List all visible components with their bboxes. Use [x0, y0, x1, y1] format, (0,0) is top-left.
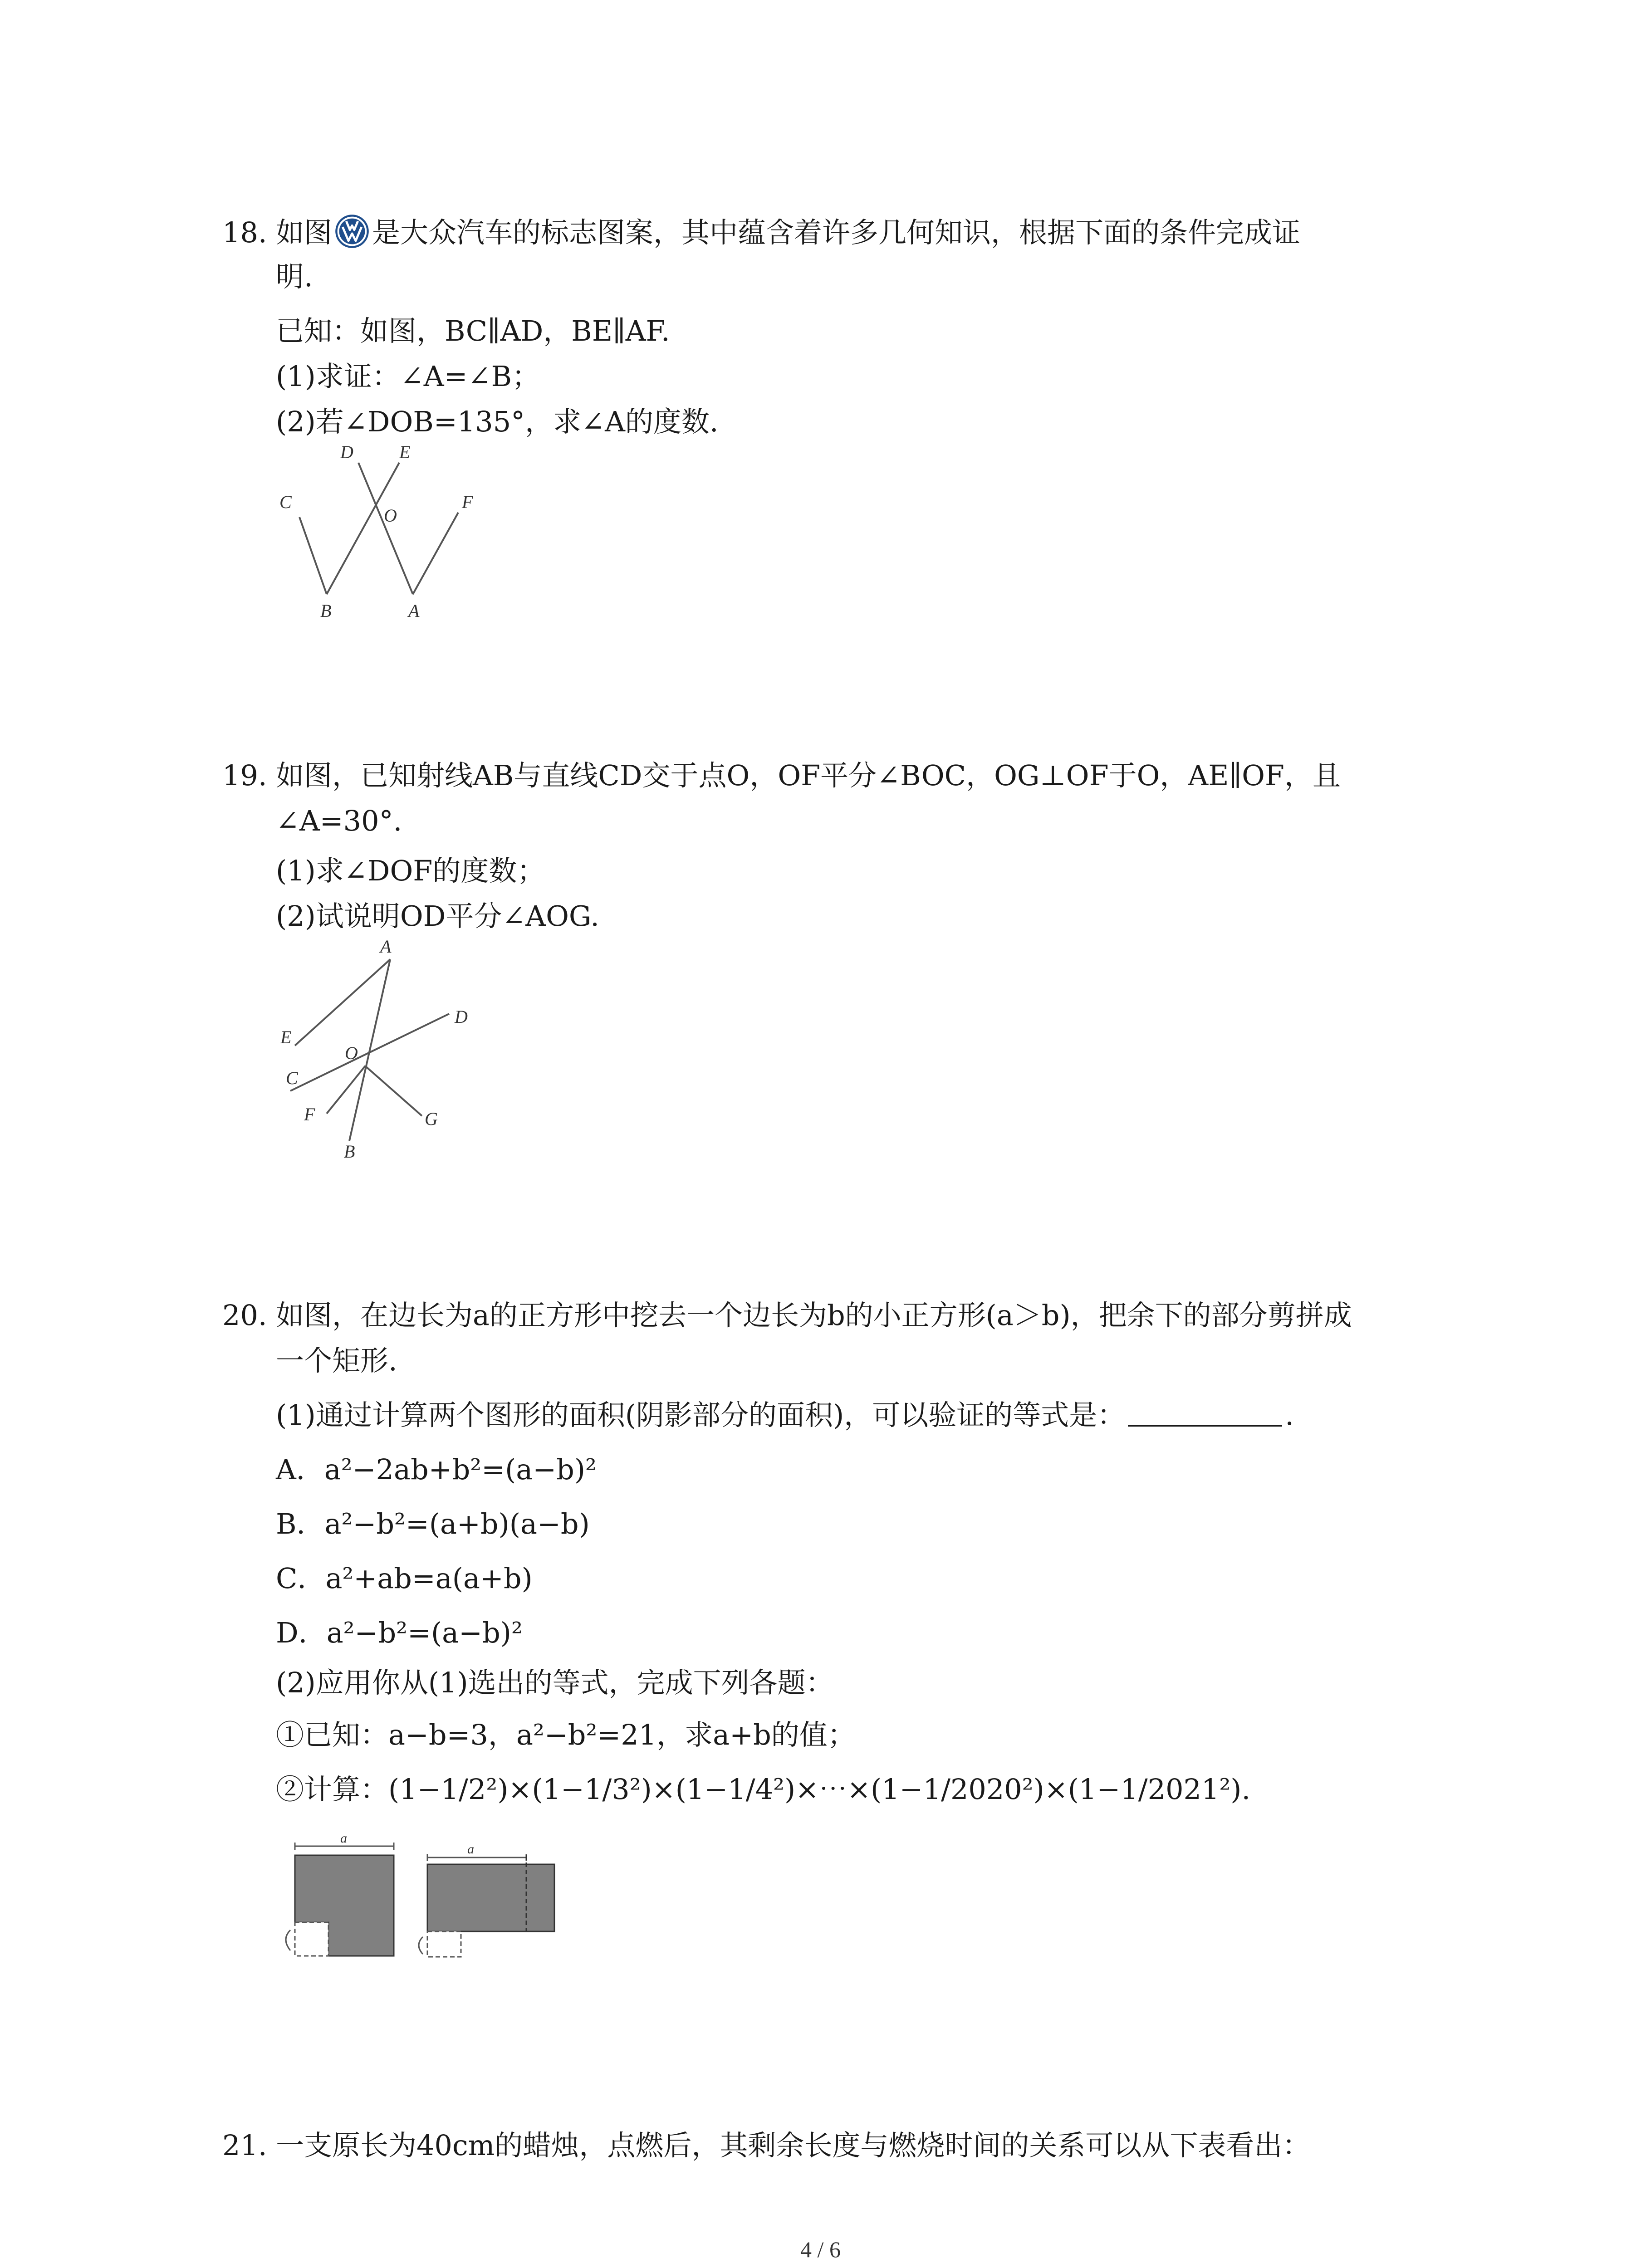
q18-number: 18.	[222, 216, 267, 249]
segment-da	[358, 463, 413, 594]
segment-ae	[295, 959, 390, 1046]
label-b: B	[320, 601, 332, 621]
answer-blank[interactable]	[1128, 1399, 1282, 1427]
label-d: D	[455, 1007, 468, 1027]
label-d: D	[340, 442, 353, 462]
q19-line1	[222, 758, 1341, 794]
q20-sub2	[276, 1771, 1250, 1808]
q19-part2: (2)试说明OD平分∠AOG.	[276, 899, 599, 933]
q18-figure	[263, 435, 499, 635]
label-o: O	[345, 1043, 358, 1063]
q20-line2: 一个矩形.	[276, 1344, 397, 1377]
q18-line1	[222, 213, 1300, 251]
segment-cb	[299, 517, 327, 594]
q20-part1-end: .	[1285, 1398, 1294, 1432]
volkswagen-logo-icon	[334, 213, 370, 249]
q19-text: 如图，已知射线AB与直线CD交于点O，OF平分∠BOC，OG⊥OF于O，AE∥OF，且	[276, 759, 1341, 792]
square-with-hole	[286, 1833, 394, 1956]
label-f: F	[304, 1104, 315, 1124]
q20-sub1: ①已知：a−b=3，a²−b²=21，求a+b的值；	[276, 1718, 856, 1751]
label-a-right: a	[467, 1842, 474, 1857]
q18-line2: 明.	[276, 260, 313, 293]
q18-text-a: 如图	[276, 216, 333, 249]
segment-be	[327, 463, 399, 594]
q20-option-c: C．a²+ab=a(a+b)	[276, 1562, 533, 1595]
label-e: E	[280, 1027, 292, 1047]
label-a: A	[380, 936, 392, 957]
q20-figure	[272, 1833, 572, 1996]
q18-given: 已知：如图，BC∥AD，BE∥AF.	[276, 314, 670, 347]
label-b: B	[344, 1141, 355, 1162]
q20-part1	[276, 1397, 1294, 1433]
label-a-left: a	[340, 1833, 347, 1846]
label-f: F	[462, 492, 473, 512]
label-e: E	[399, 442, 411, 462]
q19-figure	[272, 934, 508, 1170]
q19-part1: (1)求∠DOF的度数；	[276, 854, 545, 887]
label-g: G	[425, 1109, 438, 1129]
label-c: C	[286, 1068, 298, 1088]
page-number: 4 / 6	[800, 2237, 841, 2262]
rearranged-rectangle	[419, 1842, 554, 1957]
q18-text-b: 是大众汽车的标志图案，其中蕴含着许多几何知识，根据下面的条件完成证	[372, 216, 1301, 249]
line-cd	[290, 1014, 449, 1091]
q19-number: 19.	[222, 759, 267, 792]
q21-line1	[222, 2127, 1310, 2164]
q21-text: 一支原长为40cm的蜡烛，点燃后，其剩余长度与燃烧时间的关系可以从下表看出：	[276, 2129, 1311, 2162]
q20-text: 如图，在边长为a的正方形中挖去一个边长为b的小正方形(a＞b)，把余下的部分剪拼成	[276, 1299, 1352, 1332]
q20-line1	[222, 1297, 1352, 1334]
q20-option-d: D．a²−b²=(a−b)²	[276, 1616, 523, 1649]
segment-af	[413, 513, 458, 594]
label-a: A	[408, 601, 420, 621]
label-o: O	[384, 505, 397, 526]
q20-sub2-prefix: ②计算：	[276, 1773, 389, 1806]
q18-part2: (2)若∠DOB=135°，求∠A的度数.	[276, 405, 719, 438]
label-c: C	[279, 492, 292, 512]
q20-number: 20.	[222, 1299, 267, 1332]
q20-option-b: B．a²−b²=(a+b)(a−b)	[276, 1507, 590, 1540]
q20-part1-text: (1)通过计算两个图形的面积(阴影部分的面积)，可以验证的等式是：	[276, 1398, 1126, 1432]
q18-part1: (1)求证：∠A=∠B；	[276, 360, 540, 393]
ray-of	[327, 1066, 365, 1114]
q21-number: 21.	[222, 2129, 267, 2162]
ray-og	[365, 1066, 422, 1116]
q20-option-a: A．a²−2ab+b²=(a−b)²	[276, 1453, 597, 1486]
q19-line2: ∠A=30°.	[276, 804, 402, 837]
q20-part2: (2)应用你从(1)选出的等式，完成下列各题：	[276, 1666, 834, 1699]
q20-sub2-expression: (1−1/2²)×(1−1/3²)×(1−1/4²)×⋯×(1−1/2020²)×(1−1/2021²).	[388, 1773, 1251, 1806]
